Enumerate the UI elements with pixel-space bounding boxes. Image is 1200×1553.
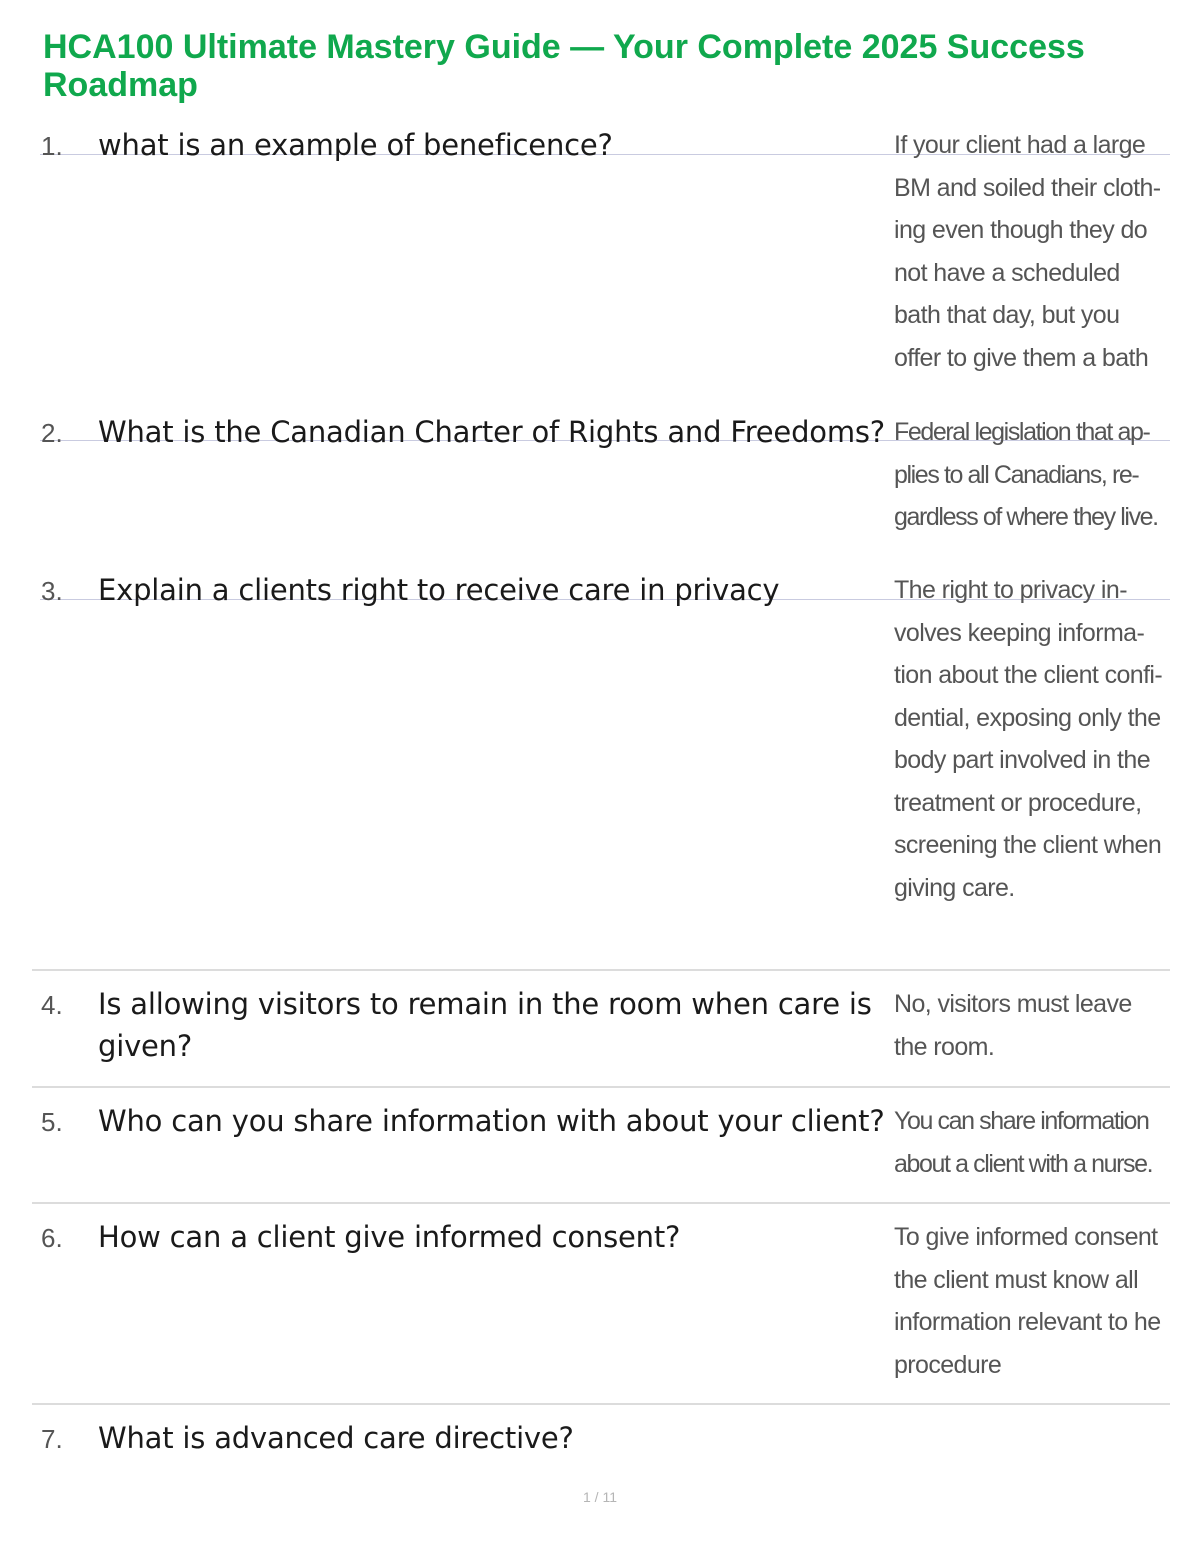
item-number: 7. [41, 1424, 63, 1454]
page-title: HCA100 Ultimate Mastery Guide — Your Complete 2025 Success Roadmap [43, 28, 1085, 104]
question-text: How can a client give informed consent? [98, 1220, 681, 1254]
item-number: 6. [41, 1223, 63, 1253]
answer-text: Federal legislation that ap-plies to all Canadians, re-gardless of where they live. [894, 418, 1158, 531]
divider [32, 1403, 1170, 1405]
question-text: What is advanced care directive? [98, 1421, 574, 1455]
answer-text: You can share information about a client with a nurse. [894, 1107, 1153, 1178]
item-number: 1. [41, 131, 63, 161]
divider [32, 1202, 1170, 1204]
question-text: what is an example of beneficence? [98, 128, 613, 162]
answer-text: The right to privacy in-volves keeping informa-tion about the client confi-dential, exposing only the body part involved in the treatment or procedure, screening the client when giving care. [894, 576, 1163, 902]
page-number: 1 / 11 [583, 1489, 617, 1505]
question-text: Is allowing visitors to remain in the room when care is given? [98, 987, 872, 1063]
item-number: 2. [41, 418, 63, 448]
item-number: 3. [41, 576, 63, 606]
divider [32, 1086, 1170, 1088]
item-number: 5. [41, 1107, 63, 1137]
question-text: What is the Canadian Charter of Rights and Freedoms? [98, 415, 885, 449]
item-number: 4. [41, 990, 63, 1020]
divider [32, 969, 1170, 971]
answer-text: If your client had a large BM and soiled their cloth-ing even though they do not have a scheduled bath that day, but you offer to give them a bath [894, 131, 1161, 372]
answer-text: To give informed consent the client must know all information relevant to he procedure [894, 1223, 1161, 1379]
question-text: Who can you share information with about your client? [98, 1104, 885, 1138]
answer-text: No, visitors must leave the room. [894, 990, 1132, 1061]
question-text: Explain a clients right to receive care in privacy [98, 573, 780, 607]
